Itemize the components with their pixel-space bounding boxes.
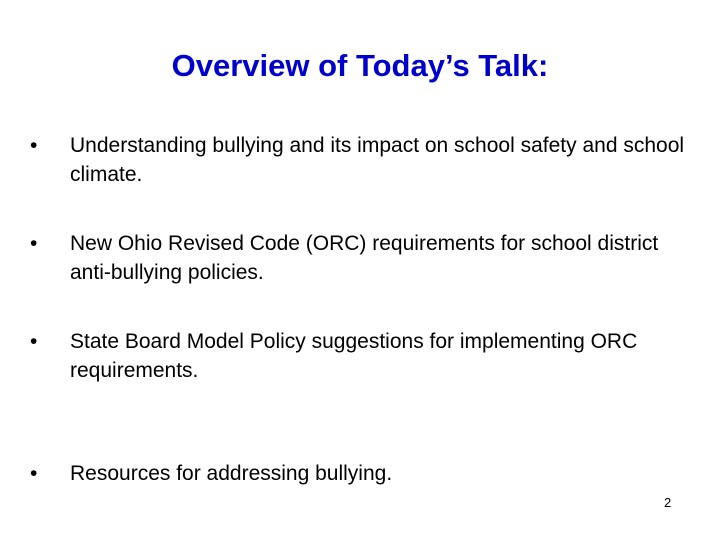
bullet-icon: • bbox=[30, 462, 38, 485]
bullet-icon: • bbox=[30, 330, 38, 353]
bullet-icon: • bbox=[30, 134, 38, 157]
bullet-text: Resources for addressing bullying. bbox=[70, 462, 393, 485]
bullet-text: State Board Model Policy suggestions for implementing ORC requirements. bbox=[70, 330, 638, 382]
slide-title: Overview of Today’s Talk: bbox=[171, 48, 549, 83]
page-number: 2 bbox=[664, 495, 672, 510]
bullet-text: New Ohio Revised Code (ORC) requirements for school district anti-bullying policies. bbox=[70, 232, 659, 284]
bullet-text: Understanding bullying and its impact on school safety and school climate. bbox=[70, 134, 685, 186]
bullet-icon: • bbox=[30, 232, 38, 255]
